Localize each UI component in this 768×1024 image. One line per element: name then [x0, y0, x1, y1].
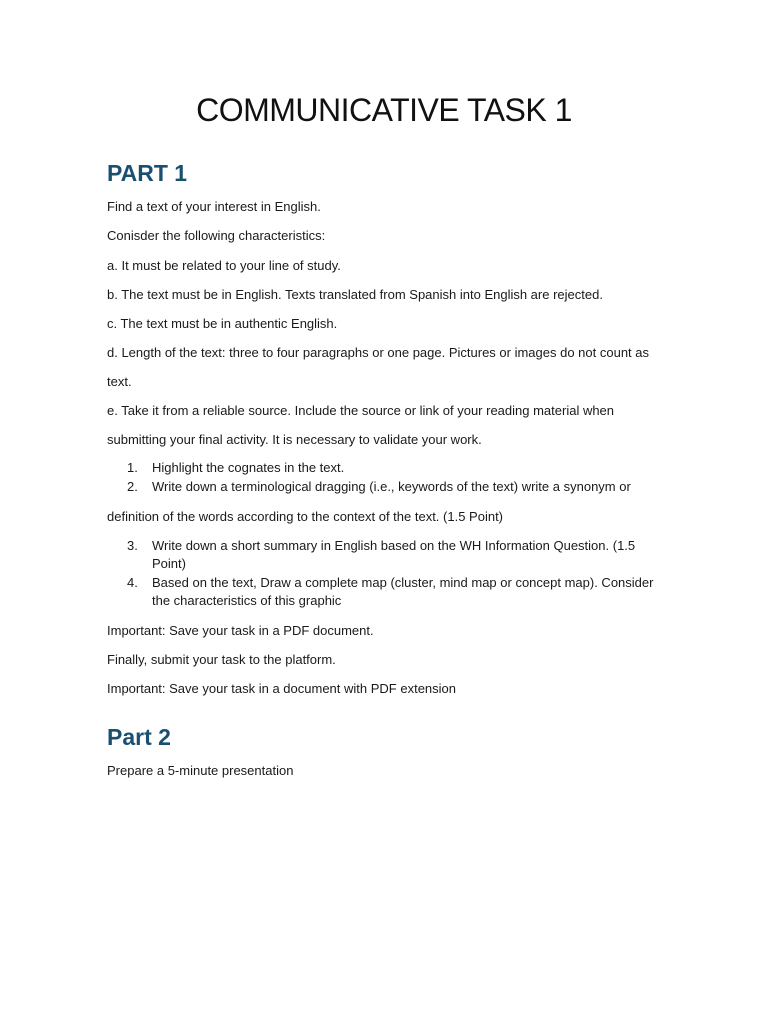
list-item-number: 3. — [127, 538, 138, 553]
list-item-number: 1. — [127, 460, 138, 475]
list-item — [107, 537, 667, 573]
part1-consider: Conisder the following characteristics: — [107, 228, 326, 243]
list-item-text: Write down a terminological dragging (i.e., keywords of the text) write a synonym or — [152, 479, 631, 494]
requirement-e-line1: e. Take it from a reliable source. Include the source or link of your reading material when — [107, 403, 615, 418]
requirement-c: c. The text must be in authentic English. — [107, 316, 338, 331]
part2-text: Prepare a 5-minute presentation — [107, 763, 294, 778]
list-item — [107, 478, 667, 496]
requirement-b: b. The text must be in English. Texts translated from Spanish into English are rejected. — [107, 287, 603, 302]
list-item — [107, 459, 667, 477]
list-continuation: definition of the words according to the context of the text. (1.5 Point) — [107, 509, 504, 524]
part1-heading: PART 1 — [107, 160, 188, 186]
part1-intro: Find a text of your interest in English. — [107, 199, 321, 214]
list-item-text: Based on the text, Draw a complete map (cluster, mind map or concept map). Consider the characteristics of this graphic — [152, 575, 654, 608]
list-item-number: 2. — [127, 479, 138, 494]
requirement-d-line2: text. — [107, 374, 132, 389]
part2-heading: Part 2 — [107, 724, 171, 750]
document-title: COMMUNICATIVE TASK 1 — [196, 92, 572, 128]
important-note-2: Important: Save your task in a document with PDF extension — [107, 681, 457, 696]
list-item-number: 4. — [127, 575, 138, 590]
list-item-text: Write down a short summary in English based on the WH Information Question. (1.5 Point) — [152, 538, 636, 571]
requirement-a: a. It must be related to your line of study. — [107, 258, 341, 273]
list-item-text: Highlight the cognates in the text. — [152, 460, 345, 475]
requirement-e-line2: submitting your final activity. It is necessary to validate your work. — [107, 432, 482, 447]
list-item — [107, 574, 667, 610]
important-note-1: Important: Save your task in a PDF document. — [107, 623, 374, 638]
requirement-d-line1: d. Length of the text: three to four paragraphs or one page. Pictures or images do not count as — [107, 345, 650, 360]
finally-note: Finally, submit your task to the platform. — [107, 652, 336, 667]
